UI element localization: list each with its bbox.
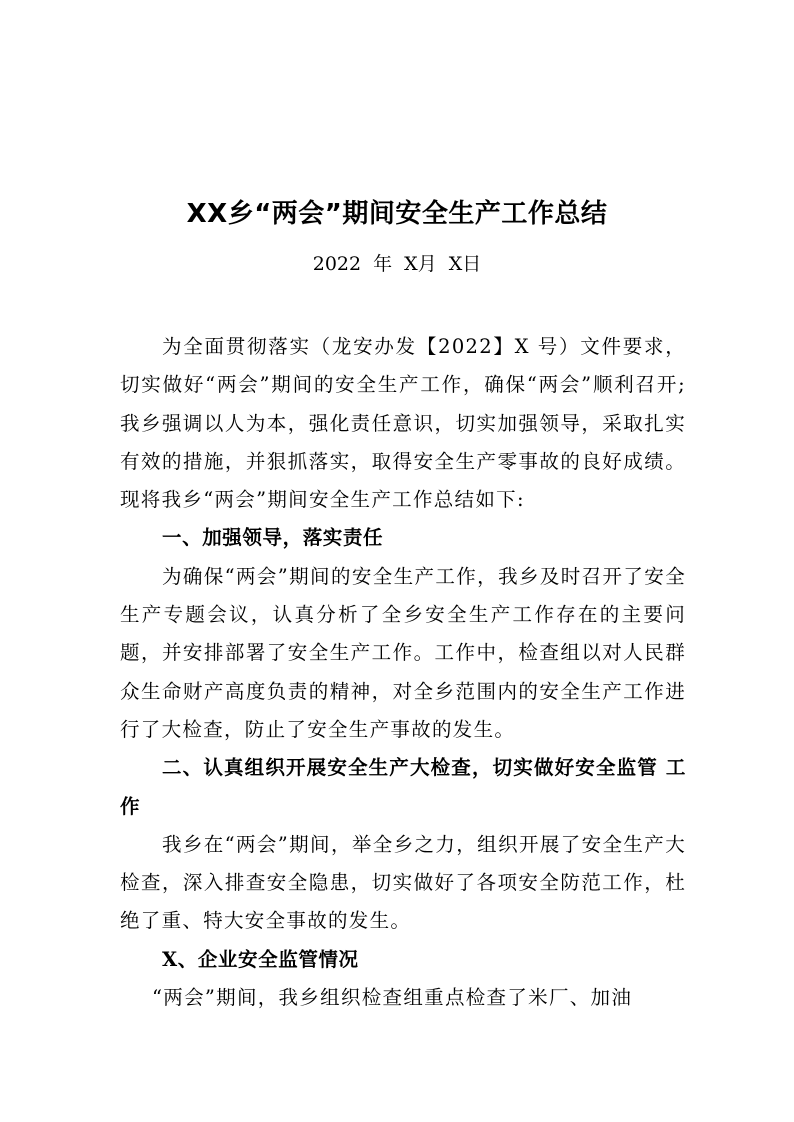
section-heading-2: 二、认真组织开展安全生产大检查，切实做好安全监管 工作 — [120, 756, 686, 818]
intro-paragraph: 为全面贯彻落实（龙安办发【2022】X 号）文件要求，切实做好“两会”期间的安全生产工作，确保“两会”顺利召开;我乡强调以人为本，强化责任意识，切实加强领导，采取扎实有效的措施，并狠抓落实，取得安全生产零事故的良好成绩。现将我乡“两会”期间安全生产工作总结如下: — [120, 335, 686, 512]
section-1-paragraph: 为确保“两会”期间的安全生产工作，我乡及时召开了安全生产专题会议，认真分析了全乡安全生产工作存在的主要问题，并安排部署了安全生产工作。工作中，检查组以对人民群众生命财产高度负责的精神，对全乡范围内的安全生产工作进行了大检查，防止了安全生产事故的发生。 — [120, 564, 686, 741]
section-heading-1: 一、加强领导，落实责任 — [162, 526, 384, 550]
subsection-heading: X、企业安全监管情况 — [162, 947, 359, 971]
document-body — [120, 328, 686, 1017]
subsection-paragraph: “两会”期间，我乡组织检查组重点检查了米厂、加油 — [152, 986, 633, 1010]
document-title: XX乡“两会”期间安全生产工作总结 — [186, 199, 608, 229]
document-date: 2022 年 X月 X日 — [312, 253, 482, 275]
section-2-paragraph: 我乡在“两会”期间，举全乡之力，组织开展了安全生产大检查，深入排查安全隐患，切实做好了各项安全防范工作，杜绝了重、特大安全事故的发生。 — [120, 832, 686, 933]
